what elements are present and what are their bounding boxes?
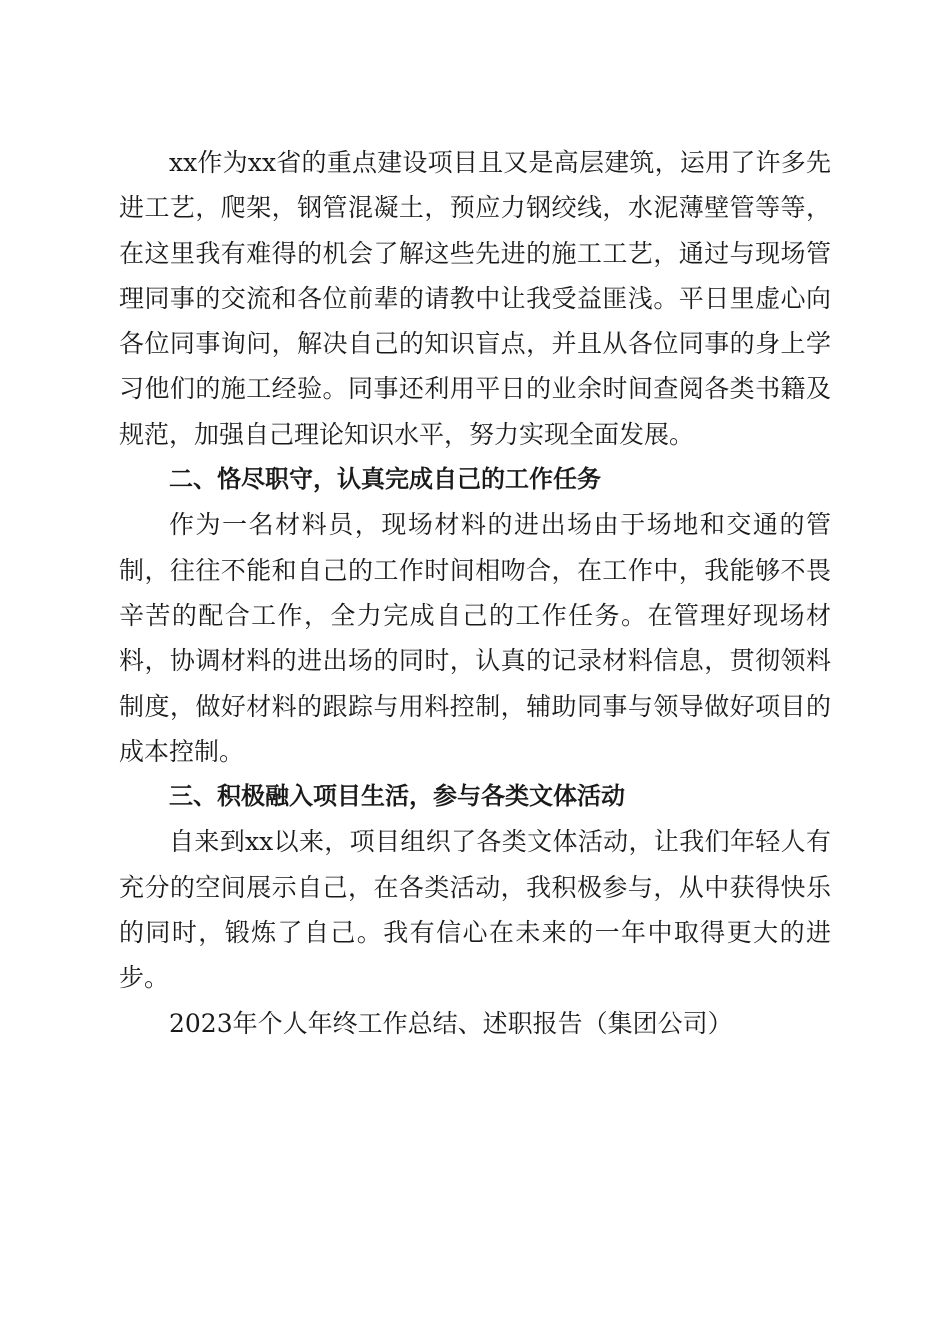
- paragraph-duties: 作为一名材料员，现场材料的进出场由于场地和交通的管制，往往不能和自己的工作时间相吻合，在工作中，我能够不畏辛苦的配合工作，全力完成自己的工作任务。在管理好现场材料，协调材料的进出场的同时，认真的记录材料信息，贯彻领料制度，做好材料的跟踪与用料控制，辅助同事与领导做好项目的成本控制。: [119, 510, 831, 766]
- section-heading-2: 二、恪尽职守，认真完成自己的工作任务: [169, 465, 601, 494]
- paragraph-learning: xx作为xx省的重点建设项目且又是高层建筑，运用了许多先进工艺，爬架，钢管混凝土，预应力钢绞线，水泥薄壁管等等，在这里我有难得的机会了解这些先进的施工工艺，通过与现场管理同事的交流和各位前辈的请教中让我受益匪浅。平日里虚心向各位同事询问，解决自己的知识盲点，并且从各位同事的身上学习他们的施工经验。同事还利用平日的业余时间查阅各类书籍及规范，加强自己理论知识水平，努力实现全面发展。: [119, 148, 831, 449]
- section-heading-3: 三、积极融入项目生活，参与各类文体活动: [169, 782, 625, 811]
- paragraph-activities: 自来到xx以来，项目组织了各类文体活动，让我们年轻人有充分的空间展示自己，在各类活动，我积极参与，从中获得快乐的同时，锻炼了自己。我有信心在未来的一年中取得更大的进步。: [119, 827, 831, 993]
- trailing-title: 2023年个人年终工作总结、述职报告（集团公司）: [169, 1008, 733, 1038]
- document-body: [119, 140, 831, 1046]
